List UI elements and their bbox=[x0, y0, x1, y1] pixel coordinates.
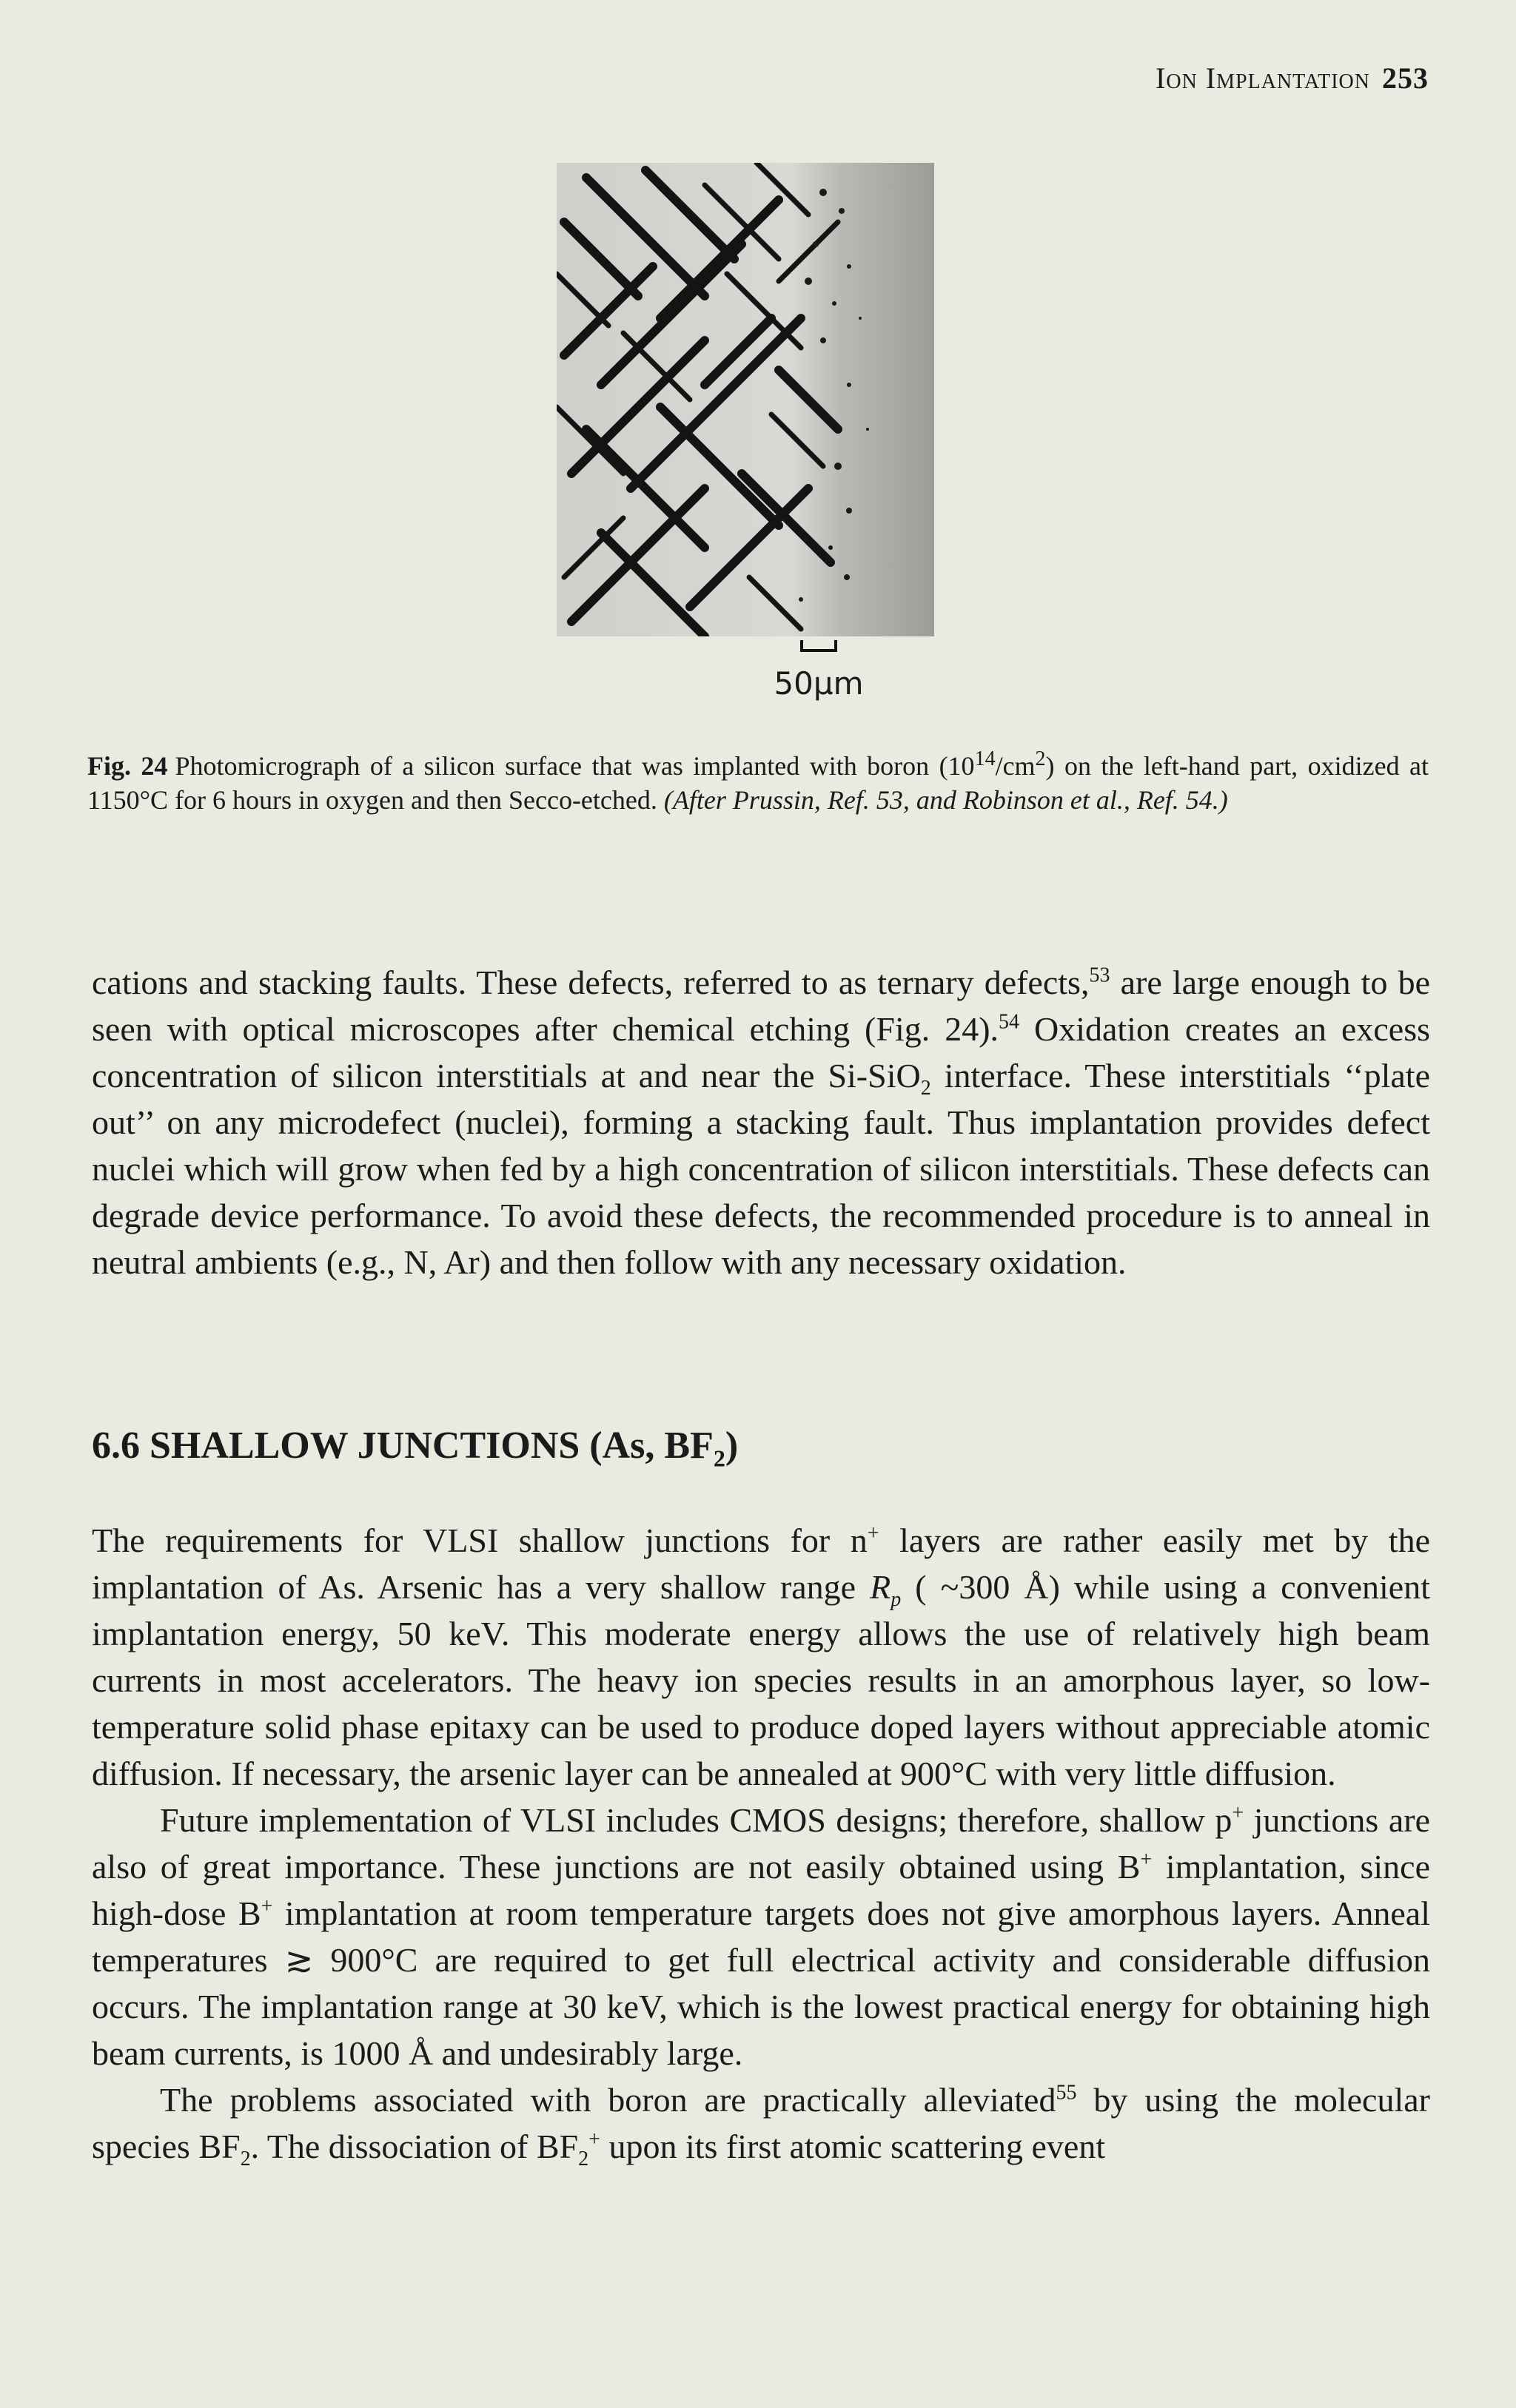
paragraph-3 bbox=[92, 1797, 1430, 2076]
scale-bar-label: 50μm bbox=[774, 665, 864, 702]
section-heading bbox=[92, 1424, 739, 1472]
p2-text-2: layers are rather easily met by the implantation of As. Arsenic has a very shallow range bbox=[92, 1521, 1430, 1606]
p3-text-4: implantation at room temperature targets does not give amorphous layers. Anneal temperatures ≳ 900°C are required to get full electrical activity and considerable diffusion occurs. The implantation range at 30 keV, which is the lowest practical energy for obtaining high beam currents, is 1000 Å and undesirably large. bbox=[92, 1894, 1430, 2072]
p3-sup-1: + bbox=[1232, 1801, 1244, 1825]
p3-sup-2: + bbox=[1140, 1848, 1153, 1871]
section-body bbox=[92, 1517, 1430, 2170]
p3-text-3: implantation, since high-dose B bbox=[92, 1848, 1430, 1932]
photomicrograph bbox=[557, 163, 934, 636]
p1-text-1: cations and stacking faults. These defects, referred to as ternary defects, bbox=[92, 963, 1090, 1001]
p4-sub-1: 2 bbox=[240, 2148, 251, 2171]
p3-text-2: junctions are also of great importance. These junctions are not easily obtained using B bbox=[92, 1801, 1430, 1886]
caption-text-a: Photomicrograph of a silicon surface that was implanted with boron (10 bbox=[175, 751, 975, 781]
p4-text-3: . The dissociation of BF bbox=[250, 2128, 579, 2165]
page-number: 253 bbox=[1382, 61, 1429, 95]
caption-text-b: /cm bbox=[995, 751, 1036, 781]
p2-text-1: The requirements for VLSI shallow junctions for n bbox=[92, 1521, 868, 1559]
running-title: Ion Implantation bbox=[1156, 61, 1370, 95]
scale-bar bbox=[767, 640, 871, 702]
paragraph-2 bbox=[92, 1517, 1430, 1797]
p4-text-1: The problems associated with boron are practically alleviated bbox=[160, 2081, 1056, 2119]
p2-text-3: ( ~300 Å) while using a convenient implantation energy, 50 keV. This moderate energy allows the use of relatively high beam currents in most accelerators. The heavy ion species results in an amorphous layer, so low-temperature solid phase epitaxy can be used to produce doped layers without appreciable atomic diffusion. If necessary, the arsenic layer can be annealed at 900°C with very little diffusion. bbox=[92, 1568, 1430, 1792]
p3-text-1: Future implementation of VLSI includes CMOS designs; therefore, shallow p bbox=[160, 1801, 1232, 1839]
p4-text-2: by using the molecular species BF bbox=[92, 2081, 1430, 2165]
caption-sup-a: 14 bbox=[974, 747, 996, 770]
figure-label: Fig. 24 bbox=[87, 751, 168, 781]
paragraph-1 bbox=[92, 959, 1430, 1285]
p1-text-3: Oxidation creates an excess concentration of silicon interstitials at and near the Si-SiO bbox=[92, 1010, 1430, 1094]
figure-caption bbox=[87, 749, 1429, 817]
p1-ref-54: 54 bbox=[999, 1010, 1020, 1034]
caption-text-c: ) on the left-hand part, oxidized at 1150°C for 6 hours in oxygen and then Secco-etched. bbox=[87, 751, 1429, 815]
p1-text-2: are large enough to be seen with optical microscopes after chemical etching (Fig. 24). bbox=[92, 963, 1430, 1048]
p1-text-4: interface. These interstitials ‘‘plate out’’ on any microdefect (nuclei), forming a stacking fault. Thus implantation provides defect nuclei which will grow when fed by a high concentration of silicon interstitials. These defects can degrade device performance. To avoid these defects, the recommended procedure is to anneal in neutral ambients (e.g., N, Ar) and then follow with any necessary oxidation. bbox=[92, 1057, 1431, 1281]
section-title: 6.6 SHALLOW JUNCTIONS (As, BF bbox=[92, 1425, 714, 1467]
p2-sup-1: + bbox=[867, 1521, 879, 1545]
caption-sup-b: 2 bbox=[1035, 747, 1046, 770]
p2-range-sub: p bbox=[891, 1588, 902, 1612]
p4-sub-2: 2 bbox=[578, 2148, 589, 2171]
running-header bbox=[1156, 61, 1429, 95]
p4-ref-55: 55 bbox=[1056, 2081, 1077, 2105]
p3-sup-3: + bbox=[261, 1894, 273, 1918]
p4-sup-2: + bbox=[588, 2128, 600, 2151]
p2-range-symbol: R bbox=[870, 1568, 891, 1606]
caption-citation: (After Prussin, Ref. 53, and Robinson et al., Ref. 54.) bbox=[663, 785, 1228, 815]
paragraph-4 bbox=[92, 2076, 1430, 2170]
scale-bar-line bbox=[800, 640, 837, 652]
p1-sub-2: 2 bbox=[920, 1077, 931, 1100]
p4-text-4: upon its first atomic scattering event bbox=[600, 2128, 1106, 2165]
p1-ref-53: 53 bbox=[1089, 963, 1110, 987]
section-title-close: ) bbox=[725, 1425, 739, 1467]
photomicrograph-image bbox=[557, 163, 934, 636]
section-title-sub: 2 bbox=[713, 1445, 725, 1472]
